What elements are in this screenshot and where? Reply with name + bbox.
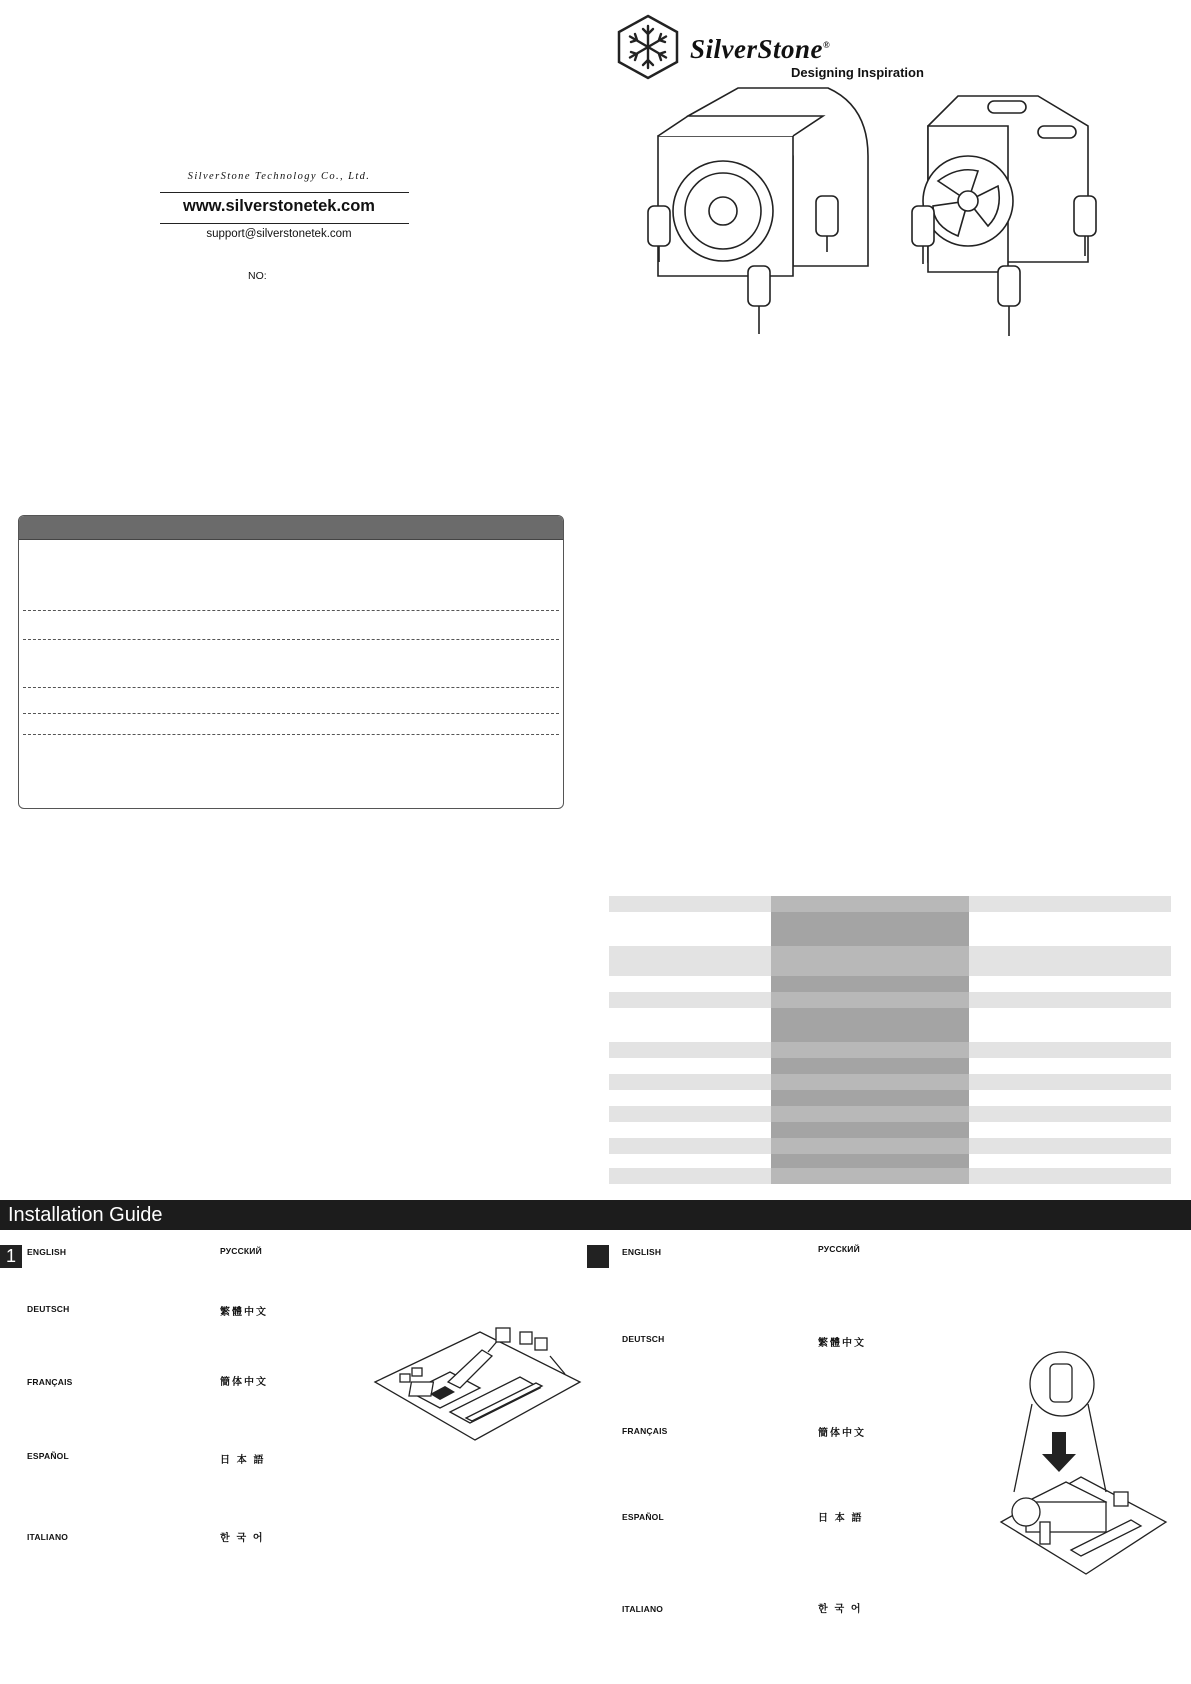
step1-lang-italiano: ITALIANO [27,1532,69,1542]
step1-lang-deutsch: DEUTSCH [27,1304,70,1314]
step2-lang-francais: FRANÇAIS [622,1426,668,1436]
step2-lang-japanese: 日 本 語 [818,1513,864,1524]
brand-logo-text [690,34,830,65]
company-name: SilverStone Technology Co., Ltd. [187,171,371,182]
step1-lang-francais: FRANÇAIS [27,1377,73,1387]
divider-top [160,192,409,193]
installation-guide-bar [0,1200,1191,1230]
step2-lang-simplified-chinese: 簡体中文 [818,1428,866,1439]
spec-table-bands [609,896,1171,1184]
specification-box [18,515,564,809]
table-column-left [609,896,771,1184]
dashed-divider [23,734,559,735]
table-column-right [969,896,1171,1184]
step2-lang-korean: 한 국 어 [818,1604,863,1615]
brand-tagline: Designing Inspiration [791,65,924,80]
table-column-middle [771,896,969,1184]
step-2-badge [587,1245,609,1268]
website-link[interactable]: www.silverstonetek.com [183,197,375,215]
serial-number-label: NO: [248,270,267,282]
dashed-divider [23,713,559,714]
step2-lang-espanol: ESPAÑOL [622,1512,664,1522]
installation-guide-title: Installation Guide [8,1204,163,1226]
dashed-divider [23,687,559,688]
registered-mark: ® [823,40,831,50]
cooler-mount-illustration [996,1342,1171,1582]
step1-lang-english: ENGLISH [27,1247,67,1257]
brand-name: SilverStone [690,34,824,64]
divider-bottom [160,223,409,224]
dashed-divider [23,610,559,611]
step2-lang-deutsch: DEUTSCH [622,1334,665,1344]
step2-lang-english: ENGLISH [622,1247,662,1257]
step2-lang-italiano: ITALIANO [622,1604,664,1614]
step1-lang-espanol: ESPAÑOL [27,1451,69,1461]
support-email[interactable]: support@silverstonetek.com [206,228,352,240]
step1-lang-russian: РУССКИЙ [220,1246,262,1256]
cpu-cooler-illustration [628,86,1148,342]
step1-lang-simplified-chinese: 簡体中文 [220,1377,268,1388]
step2-lang-traditional-chinese: 繁體中文 [818,1338,866,1349]
motherboard-illustration [370,1322,585,1452]
specification-header [19,516,563,540]
step1-lang-traditional-chinese: 繁體中文 [220,1307,268,1318]
step2-lang-russian: РУССКИЙ [818,1244,860,1254]
snowflake-logo-icon [616,14,680,80]
step-1-badge: 1 [0,1245,22,1268]
dashed-divider [23,639,559,640]
step1-lang-japanese: 日 本 語 [220,1455,266,1466]
step1-lang-korean: 한 국 어 [220,1533,265,1544]
